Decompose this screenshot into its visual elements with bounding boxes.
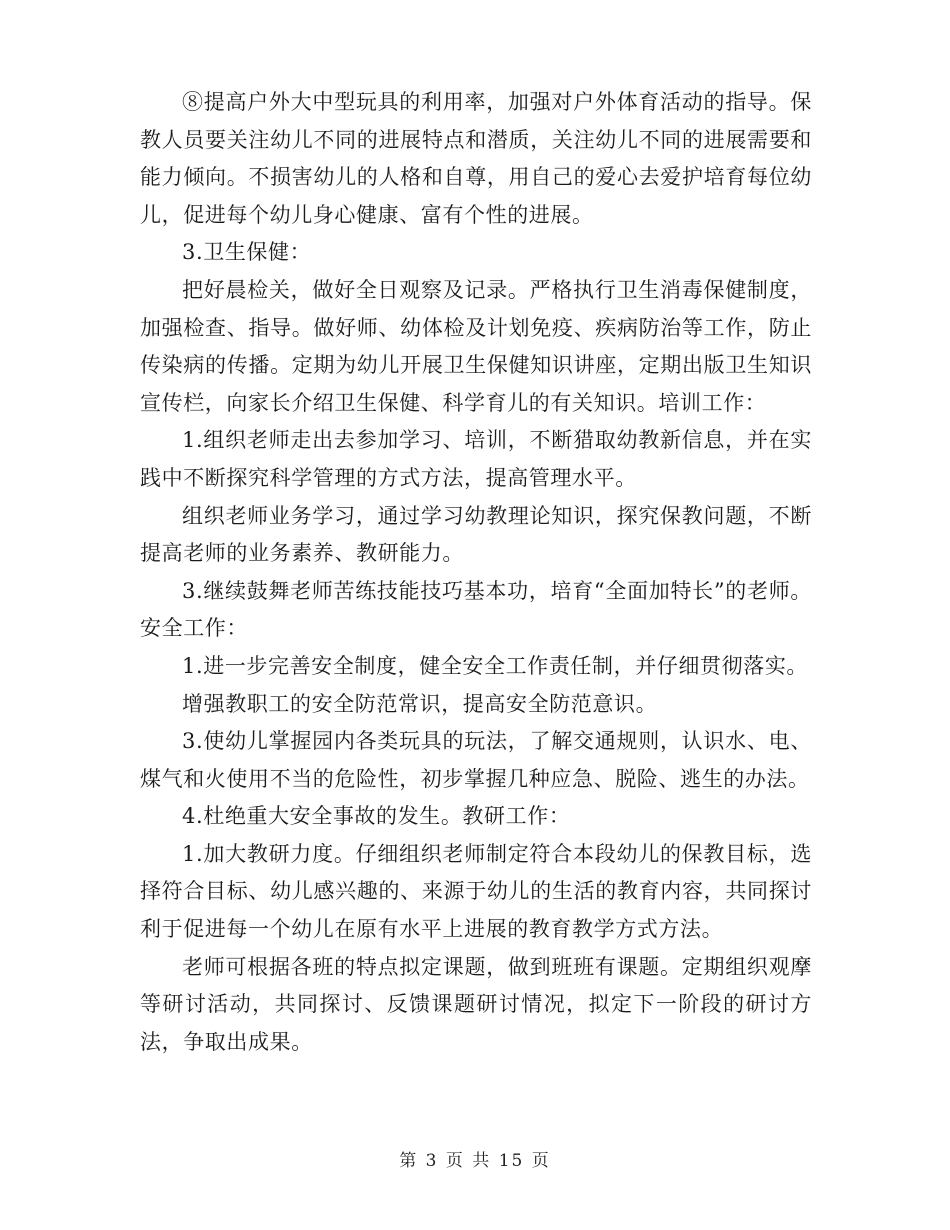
heading-health-care: 3.卫生保健：	[182, 240, 312, 265]
paragraph-research-2: 老师可根据各班的特点拟定课题，做到班班有课题。定期组织观摩等研讨活动，共同探讨、反馈课题研讨情况，拟定下一阶段的研讨方法，争取出成果。	[140, 954, 812, 1054]
document-body	[140, 84, 812, 1061]
paragraph-safety-1: 1.进一步完善安全制度，健全安全工作责任制，并仔细贯彻落实。	[182, 653, 809, 678]
paragraph-training-1: 1.组织老师走出去参加学习、培训，不断猎取幼教新信息，并在实践中不断探究科学管理的方式方法，提高管理水平。	[140, 428, 812, 490]
paragraph-training-3: 3.继续鼓舞老师苦练技能技巧基本功，培育“全面加特长”的老师。安全工作：	[140, 578, 812, 641]
paragraph-safety-4: 4.杜绝重大安全事故的发生。教研工作：	[182, 804, 571, 829]
paragraph-research-1: 1.加大教研力度。仔细组织老师制定符合本段幼儿的保教目标，选择符合目标、幼儿感兴趣的、来源于幼儿的生活的教育内容，共同探讨利于促进每一个幼儿在原有水平上进展的教育教学方式方法。	[140, 841, 812, 942]
paragraph-health-care: 把好晨检关，做好全日观察及记录。严格执行卫生消毒保健制度，加强检查、指导。做好师、幼体检及计划免疫、疾病防治等工作，防止传染病的传播。定期为幼儿开展卫生保健知识讲座，定期出版卫生知识宣传栏，向家长介绍卫生保健、科学育儿的有关知识。培训工作：	[140, 277, 812, 415]
page-number-footer: 第 3 页 共 15 页	[399, 1151, 551, 1171]
paragraph-safety-3: 3.使幼儿掌握园内各类玩具的玩法，了解交通规则，认识水、电、煤气和火使用不当的危险性，初步掌握几种应急、脱险、逃生的办法。	[140, 729, 812, 791]
paragraph-toy-utilization: ⑧提高户外大中型玩具的利用率，加强对户外体育活动的指导。保教人员要关注幼儿不同的进展特点和潜质，关注幼儿不同的进展需要和能力倾向。不损害幼儿的人格和自尊，用自己的爱心去爱护培育每位幼儿，促进每个幼儿身心健康、富有个性的进展。	[140, 90, 812, 227]
paragraph-safety-2: 增强教职工的安全防范常识，提高安全防范意识。	[182, 691, 658, 716]
paragraph-training-2: 组织老师业务学习，通过学习幼教理论知识，探究保教问题，不断提高老师的业务素养、教研能力。	[140, 503, 812, 566]
